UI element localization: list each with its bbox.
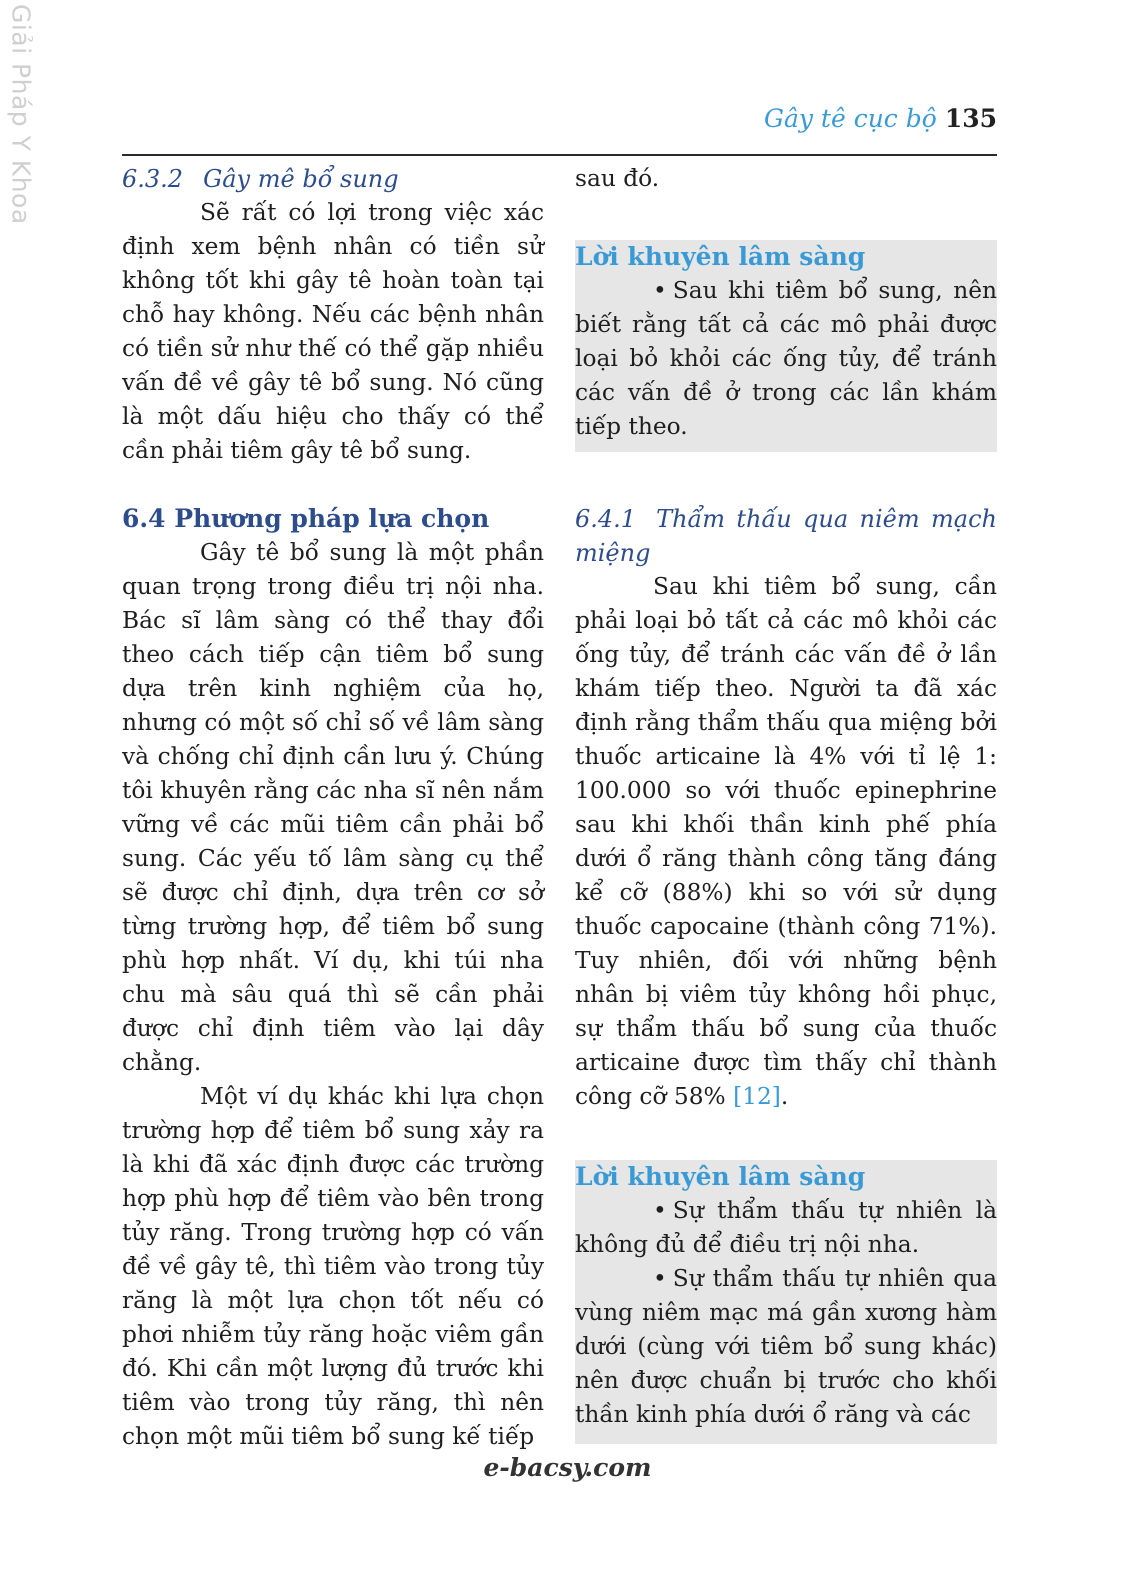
section-heading-6-4: 6.4 Phương pháp lựa chọn <box>122 504 490 533</box>
page-header <box>122 104 997 156</box>
paragraph-text: Sau khi tiêm bổ sung, cần phải loại bỏ tất cả các mô khỏi các ống tủy, để tránh các vấn đề ở lần khám tiếp theo. Người ta đã xác định rằng thẩm thấu qua miệng bởi thuốc articaine là 4% với tỉ lệ 1: 100.000 so với thuốc epinephrine sau khi khối thần kinh phế phía dưới ổ răng thành công tăng đáng kể cỡ (88%) khi so với sử dụng thuốc capocaine (thành công 71%). Tuy nhiên, đối với những bệnh nhân bị viêm tủy không hồi phục, sự thẩm thấu bổ sung của thuốc articaine được tìm thấy chỉ thành công cỡ 58% <box>575 573 997 1110</box>
page-number: 135 <box>944 104 997 133</box>
subsection-heading-6-4-1 <box>575 502 997 570</box>
bullet-icon: • <box>653 1197 667 1224</box>
subsection-title: Thẩm thấu qua niêm mạch miệng <box>575 505 997 567</box>
side-watermark-text: Giải Pháp Y Khoa <box>6 4 36 225</box>
sentence-end: . <box>780 1083 789 1110</box>
clinical-tip-box-1 <box>575 240 997 452</box>
clinical-tip-title: Lời khuyên lâm sàng <box>575 242 866 271</box>
clinical-tip-item <box>575 274 997 444</box>
clinical-tip-text: Sau khi tiêm bổ sung, nên biết rằng tất cả các mô phải được loại bỏ khỏi các ống tủy, để tránh các vấn đề ở trong các lần khám tiếp theo. <box>575 277 997 440</box>
page-footer: e-bacsy.com <box>483 1453 652 1482</box>
bullet-icon: • <box>653 277 667 304</box>
clinical-tip-text: Sự thẩm thấu tự nhiên là không đủ để điều trị nội nha. <box>575 1197 997 1258</box>
paragraph-6-4-b: Một ví dụ khác khi lựa chọn trường hợp để tiêm bổ sung xảy ra là khi đã xác định được các trường hợp phù hợp để tiêm vào bên trong tủy răng. Trong trường hợp có vấn đề về gây tê, thì tiêm vào trong tủy răng là một lựa chọn tốt nếu có phơi nhiễm tủy răng hoặc viêm gần đó. Khi cần một lượng đủ trước khi tiêm vào trong tủy răng, thì nên chọn một mũi tiêm bổ sung kế tiếp <box>122 1083 544 1450</box>
paragraph-6-4-1 <box>575 570 997 1114</box>
clinical-tip-item <box>575 1194 997 1262</box>
left-column <box>122 162 544 1454</box>
clinical-tip-title: Lời khuyên lâm sàng <box>575 1162 866 1191</box>
clinical-tip-text: Sự thẩm thấu tự nhiên qua vùng niêm mạc má gần xương hàm dưới (cùng với tiêm bổ sung khác) nên được chuẩn bị trước cho khối thần kinh phía dưới ổ răng và các <box>575 1265 997 1428</box>
paragraph-6-3-2: Sẽ rất có lợi trong việc xác định xem bệnh nhân có tiền sử không tốt khi gây tê hoàn toàn tại chỗ hay không. Nếu các bệnh nhân có tiền sử như thế có thể gặp nhiều vấn đề về gây tê bổ sung. Nó cũng là một dấu hiệu cho thấy có thể cần phải tiêm gây tê bổ sung. <box>122 199 544 464</box>
continuation-text: sau đó. <box>575 165 660 192</box>
running-title: Gây tê cục bộ <box>763 104 937 133</box>
subsection-number: 6.4.1 <box>575 505 637 533</box>
subsection-number: 6.3.2 <box>122 165 184 193</box>
citation-link[interactable]: [12] <box>733 1083 781 1110</box>
clinical-tip-box-2 <box>575 1160 997 1444</box>
subsection-heading-6-3-2 <box>122 162 544 196</box>
subsection-title: Gây mê bổ sung <box>203 165 399 193</box>
clinical-tip-item <box>575 1262 997 1432</box>
paragraph-6-4-a: Gây tê bổ sung là một phần quan trọng trong điều trị nội nha. Bác sĩ lâm sàng có thể thay đổi theo cách tiếp cận tiêm bổ sung dựa trên kinh nghiệm của họ, nhưng có một số chỉ số về lâm sàng và chống chỉ định cần lưu ý. Chúng tôi khuyên rằng các nha sĩ nên nắm vững về các mũi tiêm cần phải bổ sung. Các yếu tố lâm sàng cụ thể sẽ được chỉ định, dựa trên cơ sở từng trường hợp, để tiêm bổ sung phù hợp nhất. Ví dụ, khi túi nha chu mà sâu quá thì sẽ cần phải được chỉ định tiêm vào lại dây chằng. <box>122 539 544 1076</box>
right-column <box>575 162 997 1444</box>
bullet-icon: • <box>653 1265 667 1292</box>
side-watermark <box>4 4 38 225</box>
